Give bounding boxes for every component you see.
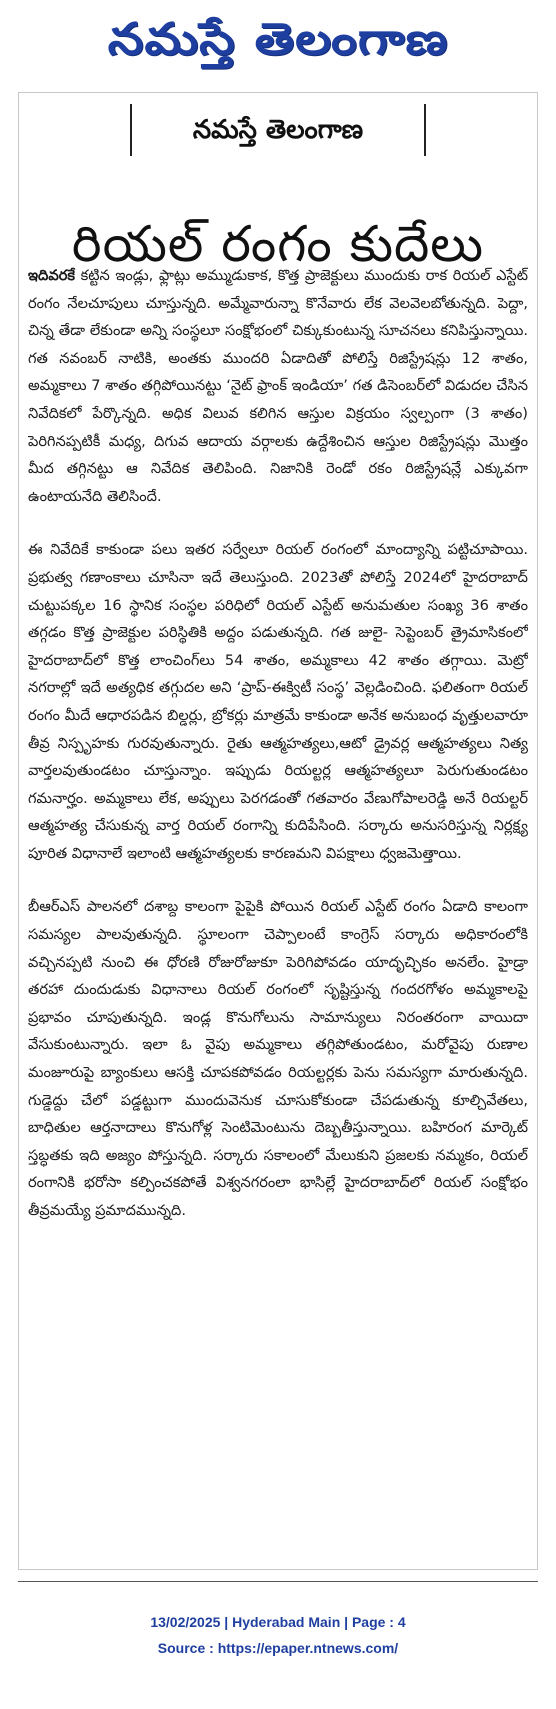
footer-divider bbox=[18, 1581, 538, 1582]
article-body bbox=[28, 262, 528, 1562]
paragraph-2: ఈ నివేదికే కాకుండా పలు ఇతర సర్వేలూ రియల్ రంగంలో మాంద్యాన్ని పట్టిచూపాయి. ప్రభుత్వ గణాంకాలు చూసినా ఇదే తెలుస్తుంది. 2023తో పోలిస్తే 2024లో హైదరాబాద్ చుట్టుపక్కల 16 స్థానిక సంస్థల పరిధిలో రియల్ ఎస్టేట్ అనుమతుల సంఖ్య 36 శాతం తగ్గడం కొత్త ప్రాజెక్టుల పరిస్థితికి అద్దం పడుతున్నది. గత జులై- సెప్టెంబర్ త్రైమాసికంలో హైదరాబాద్‌లో కొత్త లాంచింగ్‌లు 54 శాతం, అమ్మకాలు 42 శాతం తగ్గాయి. మెట్రో నగరాల్లో ఇదే అత్యధిక తగ్గుదల అని ‘ప్రాప్-ఈక్విటీ సంస్థ’ వెల్లడించింది. ఫలితంగా రియల్ రంగం మీదే ఆధారపడిన బిల్డర్లు, బ్రోకర్లు మాత్రమే కాకుండా అనేక అనుబంధ వృత్తులవారూ తీవ్ర నిస్పృహకు గురవుతున్నారు. రైతు ఆత్మహత్యలు,ఆటో డ్రైవర్ల ఆత్మహత్యలు నిత్య వార్తలవుతుండటం చూస్తున్నాం. ఇప్పుడు రియల్టర్ల ఆత్మహత్యలూ పెరుగుతుండటం గమనార్హం. అమ్మకాలు లేక, అప్పులు పెరగడంతో గతవారం వేణుగోపాలరెడ్డి అనే రియల్టర్ ఆత్మహత్య చేసుకున్న వార్త రియల్ రంగాన్ని కుదిపేసింది. సర్కారు అనుసరిస్తున్న నిర్లక్ష్య పూరిత విధానాలే ఇలాంటి ఆత్మహత్యలకు కారణమని విపక్షాలు ధ్వజమెత్తాయి. bbox=[28, 541, 528, 862]
lead-word: ఇదివరకే bbox=[28, 267, 76, 284]
masthead-logo bbox=[0, 4, 556, 76]
paragraph-1-text: కట్టిన ఇండ్లు, ఫ్లాట్లు అమ్ముడుకాక, కొత్త ప్రాజెక్టులు ముందుకు రాక రియల్ ఎస్టేట్ రంగం నేలచూపులు చూస్తున్నది. అమ్మేవారున్నా కొనేవారు లేక వెలవెలబోతున్నది. పెద్దా, చిన్న తేడా లేకుండా అన్ని సంస్థలూ సంక్షోభంలో చిక్కుకుంటున్న సూచనలు కనిపిస్తున్నాయి. గత నవంబర్ నాటికి, అంతకు ముందరి ఏడాదితో పోలిస్తే రిజిస్ట్రేషన్లు 12 శాతం, అమ్మకాలు 7 శాతం తగ్గిపోయినట్టు ‘నైట్ ఫ్రాంక్ ఇండియా’ గత డిసెంబర్‌లో విడుదల చేసిన నివేదికలో పేర్కొన్నది. అధిక విలువ కలిగిన ఆస్తుల విక్రయం స్వల్పంగా (3 శాతం) పెరిగినప్పటికీ మధ్య, దిగువ ఆదాయ వర్గాలకు ఉద్దేశించిన ఆస్తుల రిజిస్ట్రేషన్లు మొత్తం మీద తగ్గినట్టు ఆ నివేదిక తెలిపింది. నిజానికి రెండో రకం రిజిస్ట్రేషన్లే ఎక్కువగా ఉంటాయనేది తెలిసిందే. bbox=[28, 267, 528, 505]
masthead-title: నమస్తే తెలంగాణ bbox=[107, 14, 449, 65]
paragraph-3: బీఆర్ఎస్ పాలనలో దశాబ్ద కాలంగా పైపైకి పోయిన రియల్ ఎస్టేట్ రంగం ఏడాది కాలంగా సమస్యల పాలవుతున్నది. స్థూలంగా చెప్పాలంటే కాంగ్రెస్ సర్కారు అధికారంలోకి వచ్చినప్పటి నుంచి ఈ ధోరణి రోజురోజుకూ పెరిగిపోవడం యాదృచ్ఛికం అనలేం. హైడ్రా తరహా దుందుడుకు విధానాలు రియల్ రంగంలో సృష్టిస్తున్న గందరగోళం అమ్మకాలపై ప్రభావం చూపుతున్నది. ఇండ్ల కొనుగోలును సామాన్యులు నిరంతరంగా వాయిదా వేసుకుంటున్నారు. ఇలా ఓ వైపు అమ్మకాలు తగ్గిపోతుండటం, మరోవైపు రుణాల మంజూరుపై బ్యాంకులు ఆసక్తి చూపకపోవడం రియల్టర్లకు పెను సమస్యగా మారుతున్నది. గుడ్డెద్దు చేలో పడ్డట్టుగా ముందువెనుక చూసుకోకుండా చేపడుతున్న కూల్చివేతలు, బాధితుల ఆర్తనాదాలు కొనుగోళ్ల సెంటిమెంటును దెబ్బతీస్తున్నాయి. బహిరంగ మార్కెట్ స్తబ్ధతకు ఇది అజ్యం పోస్తున్నది. సర్కారు సకాలంలో మేలుకుని ప్రజలకు నమ్మకం, రియల్ రంగానికి భరోసా కల్పించకపోతే విశ్వనగరంలా భాసిల్లే హైదరాబాద్‌లో రియల్ సంక్షోభం తీవ్రమయ్యే ప్రమాదమున్నది. bbox=[28, 898, 528, 1219]
section-label: నమస్తే తెలంగాణ bbox=[192, 115, 364, 145]
section-header bbox=[130, 104, 426, 156]
article-headline: రియల్ రంగం కుదేలు bbox=[71, 214, 485, 273]
paragraph-1 bbox=[28, 262, 528, 510]
source-link[interactable]: Source : https://epaper.ntnews.com/ bbox=[157, 1640, 399, 1656]
edition-info: 13/02/2025 | Hyderabad Main | Page : 4 bbox=[150, 1614, 406, 1630]
